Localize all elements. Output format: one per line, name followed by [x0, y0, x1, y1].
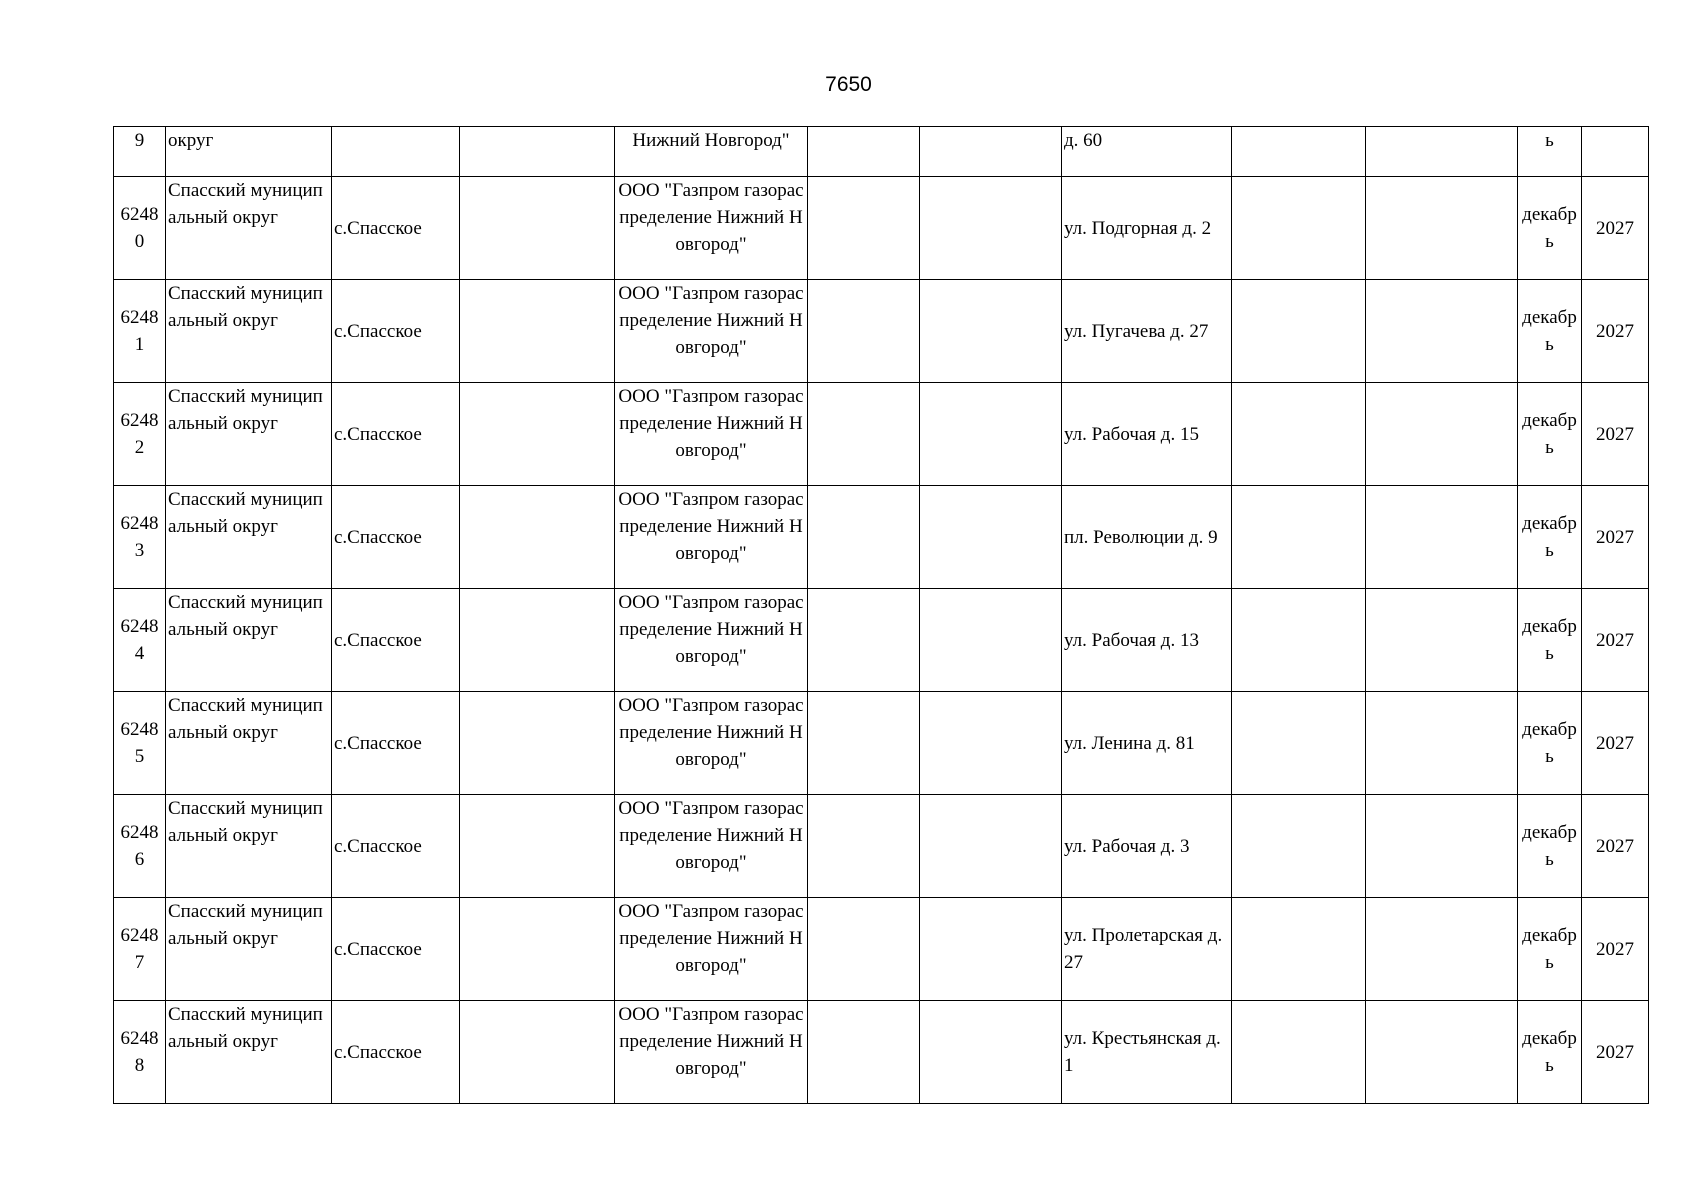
empty-cell: [460, 127, 615, 177]
empty-cell: [1232, 486, 1366, 589]
empty-cell: [920, 486, 1062, 589]
table-row: [114, 486, 1649, 589]
month-cell: декабрь: [1518, 795, 1582, 898]
year-cell: 2027: [1582, 795, 1649, 898]
empty-cell: [920, 795, 1062, 898]
address-cell: ул. Рабочая д. 13: [1062, 589, 1232, 692]
empty-cell: [1232, 127, 1366, 177]
row-number-cell: 9: [114, 127, 166, 177]
month-cell: декабрь: [1518, 1001, 1582, 1104]
year-cell: 2027: [1582, 486, 1649, 589]
month-cell: декабрь: [1518, 589, 1582, 692]
district-cell: Спасский муниципальный округ: [166, 486, 332, 589]
district-cell: Спасский муниципальный округ: [166, 898, 332, 1001]
empty-cell: [920, 589, 1062, 692]
settlement-cell: с.Спасское: [332, 280, 460, 383]
empty-cell: [460, 280, 615, 383]
month-cell: декабрь: [1518, 486, 1582, 589]
table-row: [114, 280, 1649, 383]
settlement-cell: с.Спасское: [332, 383, 460, 486]
district-cell: Спасский муниципальный округ: [166, 177, 332, 280]
table-row: [114, 127, 1649, 177]
empty-cell: [920, 383, 1062, 486]
district-cell: Спасский муниципальный округ: [166, 280, 332, 383]
month-cell: декабрь: [1518, 692, 1582, 795]
empty-cell: [1366, 280, 1518, 383]
settlement-cell: с.Спасское: [332, 795, 460, 898]
organization-cell: ООО "Газпром газораспределение Нижний Новгород": [615, 486, 808, 589]
address-cell: ул. Пугачева д. 27: [1062, 280, 1232, 383]
empty-cell: [1366, 795, 1518, 898]
address-cell: ул. Крестьянская д. 1: [1062, 1001, 1232, 1104]
organization-cell: ООО "Газпром газораспределение Нижний Новгород": [615, 1001, 808, 1104]
empty-cell: [460, 1001, 615, 1104]
row-number-cell: 62485: [114, 692, 166, 795]
row-number-cell: 62486: [114, 795, 166, 898]
district-cell: Спасский муниципальный округ: [166, 795, 332, 898]
row-number-cell: 62483: [114, 486, 166, 589]
year-cell: 2027: [1582, 898, 1649, 1001]
month-cell: декабрь: [1518, 898, 1582, 1001]
table-row: [114, 177, 1649, 280]
month-cell: декабрь: [1518, 177, 1582, 280]
empty-cell: [1366, 1001, 1518, 1104]
year-cell: 2027: [1582, 383, 1649, 486]
empty-cell: [460, 795, 615, 898]
empty-cell: [460, 692, 615, 795]
table-row: [114, 692, 1649, 795]
empty-cell: [808, 692, 920, 795]
row-number-cell: 62487: [114, 898, 166, 1001]
empty-cell: [808, 486, 920, 589]
organization-cell: Нижний Новгород": [615, 127, 808, 177]
year-cell: [1582, 127, 1649, 177]
table-row: [114, 898, 1649, 1001]
settlement-cell: с.Спасское: [332, 1001, 460, 1104]
row-number-cell: 62482: [114, 383, 166, 486]
year-cell: 2027: [1582, 692, 1649, 795]
register-table: [113, 126, 1649, 1104]
district-cell: Спасский муниципальный округ: [166, 692, 332, 795]
empty-cell: [920, 177, 1062, 280]
year-cell: 2027: [1582, 589, 1649, 692]
year-cell: 2027: [1582, 280, 1649, 383]
address-cell: д. 60: [1062, 127, 1232, 177]
empty-cell: [920, 1001, 1062, 1104]
address-cell: ул. Рабочая д. 3: [1062, 795, 1232, 898]
table-row: [114, 795, 1649, 898]
empty-cell: [460, 898, 615, 1001]
table-row: [114, 383, 1649, 486]
settlement-cell: [332, 127, 460, 177]
table-body: [114, 127, 1649, 1104]
address-cell: ул. Рабочая д. 15: [1062, 383, 1232, 486]
empty-cell: [808, 1001, 920, 1104]
empty-cell: [920, 127, 1062, 177]
address-cell: ул. Пролетарская д. 27: [1062, 898, 1232, 1001]
empty-cell: [808, 177, 920, 280]
empty-cell: [1232, 795, 1366, 898]
year-cell: 2027: [1582, 177, 1649, 280]
row-number-cell: 62484: [114, 589, 166, 692]
empty-cell: [808, 795, 920, 898]
organization-cell: ООО "Газпром газораспределение Нижний Новгород": [615, 692, 808, 795]
table-row: [114, 1001, 1649, 1104]
row-number-cell: 62480: [114, 177, 166, 280]
district-cell: Спасский муниципальный округ: [166, 1001, 332, 1104]
empty-cell: [808, 589, 920, 692]
month-cell: декабрь: [1518, 280, 1582, 383]
district-cell: округ: [166, 127, 332, 177]
address-cell: пл. Революции д. 9: [1062, 486, 1232, 589]
empty-cell: [808, 280, 920, 383]
empty-cell: [460, 177, 615, 280]
empty-cell: [1232, 692, 1366, 795]
month-cell: ь: [1518, 127, 1582, 177]
address-cell: ул. Ленина д. 81: [1062, 692, 1232, 795]
empty-cell: [1232, 177, 1366, 280]
district-cell: Спасский муниципальный округ: [166, 589, 332, 692]
table-row: [114, 589, 1649, 692]
empty-cell: [920, 898, 1062, 1001]
empty-cell: [1366, 127, 1518, 177]
empty-cell: [808, 127, 920, 177]
page-number: 7650: [825, 73, 872, 96]
month-cell: декабрь: [1518, 383, 1582, 486]
row-number-cell: 62481: [114, 280, 166, 383]
empty-cell: [1232, 1001, 1366, 1104]
year-cell: 2027: [1582, 1001, 1649, 1104]
settlement-cell: с.Спасское: [332, 177, 460, 280]
organization-cell: ООО "Газпром газораспределение Нижний Новгород": [615, 177, 808, 280]
district-cell: Спасский муниципальный округ: [166, 383, 332, 486]
empty-cell: [1232, 383, 1366, 486]
empty-cell: [1232, 589, 1366, 692]
organization-cell: ООО "Газпром газораспределение Нижний Новгород": [615, 898, 808, 1001]
empty-cell: [1366, 692, 1518, 795]
empty-cell: [1366, 589, 1518, 692]
settlement-cell: с.Спасское: [332, 692, 460, 795]
organization-cell: ООО "Газпром газораспределение Нижний Новгород": [615, 589, 808, 692]
address-cell: ул. Подгорная д. 2: [1062, 177, 1232, 280]
empty-cell: [920, 692, 1062, 795]
empty-cell: [1366, 898, 1518, 1001]
empty-cell: [1366, 486, 1518, 589]
organization-cell: ООО "Газпром газораспределение Нижний Новгород": [615, 383, 808, 486]
settlement-cell: с.Спасское: [332, 589, 460, 692]
empty-cell: [460, 589, 615, 692]
empty-cell: [460, 486, 615, 589]
organization-cell: ООО "Газпром газораспределение Нижний Новгород": [615, 280, 808, 383]
organization-cell: ООО "Газпром газораспределение Нижний Новгород": [615, 795, 808, 898]
empty-cell: [920, 280, 1062, 383]
empty-cell: [808, 898, 920, 1001]
settlement-cell: с.Спасское: [332, 898, 460, 1001]
empty-cell: [808, 383, 920, 486]
empty-cell: [1232, 280, 1366, 383]
settlement-cell: с.Спасское: [332, 486, 460, 589]
empty-cell: [460, 383, 615, 486]
row-number-cell: 62488: [114, 1001, 166, 1104]
empty-cell: [1232, 898, 1366, 1001]
empty-cell: [1366, 177, 1518, 280]
empty-cell: [1366, 383, 1518, 486]
